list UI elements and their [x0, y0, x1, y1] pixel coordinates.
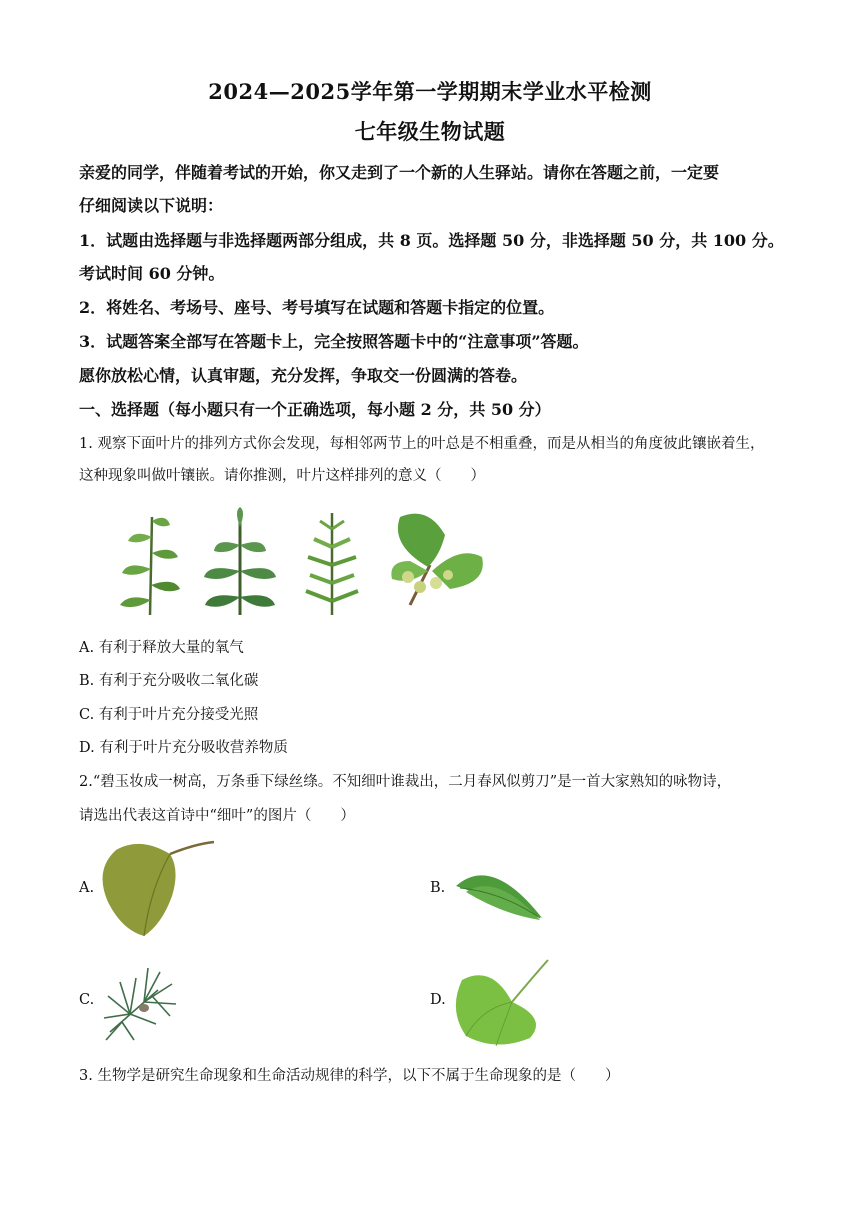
q2-option-b-label[interactable]: B.: [430, 880, 446, 896]
q1-option-a[interactable]: A. 有利于释放大量的氧气: [79, 640, 244, 656]
section-heading: 一、选择题（每小题只有一个正确选项，每小题 2 分，共 50 分）: [79, 400, 551, 419]
plant-3-image: [306, 513, 358, 615]
wish-line: 愿你放松心情，认真审题，充分发挥，争取交一份圆满的答卷。: [79, 366, 528, 385]
q2-line-1: 2.“碧玉妆成一树高，万条垂下绿丝绦。不知细叶谁裁出，二月春风似剪刀”是一首大家熟知的咏物诗，: [79, 774, 732, 790]
q1-line-2: 这种现象叫做叶镶嵌。请你推测，叶片这样排列的意义（ ）: [79, 468, 485, 484]
rule-1-line-1: 1．试题由选择题与非选择题两部分组成，共 8 页。选择题 50 分，非选择题 50 分，共 100 分。: [79, 231, 784, 250]
pine-needle-image[interactable]: [100, 962, 178, 1042]
ginkgo-leaf-image[interactable]: [452, 958, 552, 1046]
rule-1-line-2: 考试时间 60 分钟。: [79, 264, 225, 283]
exam-subtitle: 七年级生物试题: [354, 119, 506, 144]
q2-option-a-label[interactable]: A.: [79, 880, 95, 896]
heart-leaf-image[interactable]: [100, 840, 220, 938]
intro-line-2: 仔细阅读以下说明：: [79, 196, 224, 215]
q2-option-d-label[interactable]: D.: [430, 992, 446, 1008]
rule-2: 2．将姓名、考场号、座号、考号填写在试题和答题卡指定的位置。: [79, 298, 555, 317]
q1-option-d[interactable]: D. 有利于叶片充分吸收营养物质: [79, 740, 288, 756]
intro-line-1: 亲爱的同学，伴随着考试的开始，你又走到了一个新的人生驿站。请你在答题之前，一定要: [79, 163, 720, 182]
plant-2-image: [204, 507, 276, 615]
q1-line-1: 1. 观察下面叶片的排列方式你会发现，每相邻两节上的叶总是不相重叠，而是从相当的角度彼此镶嵌着生，: [79, 436, 765, 452]
rule-3: 3．试题答案全部写在答题卡上，完全按照答题卡中的“注意事项”答题。: [79, 332, 589, 351]
plant-1-image: [120, 517, 180, 615]
q1-option-b[interactable]: B. 有利于充分吸收二氧化碳: [79, 673, 259, 689]
leaf-mosaic-figure: [110, 505, 500, 620]
q1-option-c[interactable]: C. 有利于叶片充分接受光照: [79, 707, 259, 723]
exam-title: 2024—2025学年第一学期期末学业水平检测: [208, 79, 652, 104]
q2-line-2: 请选出代表这首诗中“细叶”的图片（ ）: [79, 808, 355, 824]
plant-4-image: [391, 514, 482, 605]
willow-leaf-image[interactable]: [452, 852, 544, 922]
q2-option-c-label[interactable]: C.: [79, 992, 95, 1008]
q3-line-1: 3. 生物学是研究生命现象和生命活动规律的科学，以下不属于生命现象的是（ ）: [79, 1068, 620, 1084]
